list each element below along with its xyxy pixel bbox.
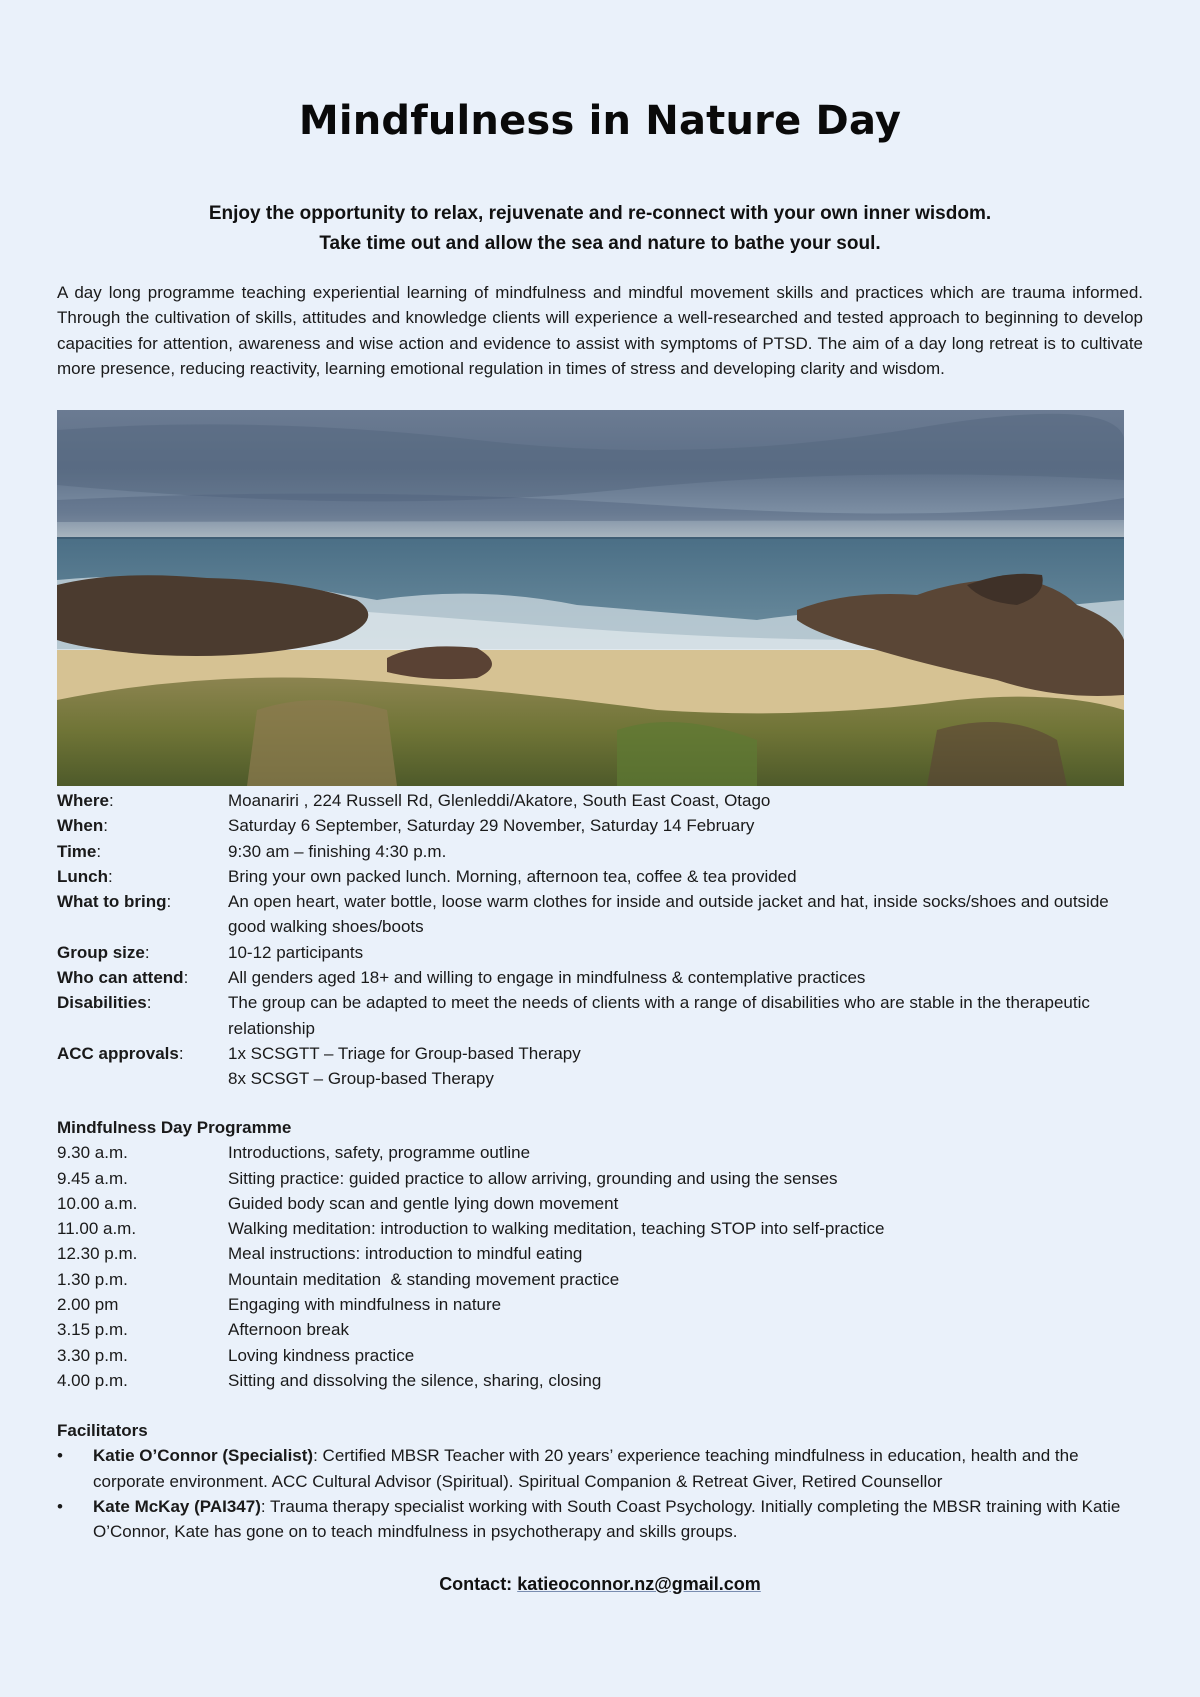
detail-value: 8x SCSGT – Group-based Therapy	[228, 1069, 494, 1089]
intro-paragraph: A day long programme teaching experiential learning of mindfulness and mindful movement skills and practices which are trauma informed. Through the cultivation of skills, attitudes and knowledge clients will experience a well-researched and tested approach to beginning to develop capacities for attention, awareness and wise action and evidence to assist with symptoms of PTSD. The aim of a day long retreat is to cultivate more presence, reducing reactivity, learning emotional regulation in times of stress and developing clarity and wisdom.	[57, 283, 1143, 378]
detail-row-where: Where: Moanariri , 224 Russell Rd, Glenleddi/Akatore, South East Coast, Otago	[57, 788, 1143, 813]
detail-label: ACC approvals	[57, 1043, 179, 1063]
detail-label: What to bring	[57, 892, 167, 912]
detail-value: The group can be adapted to meet the needs of clients with a range of disabilities who are stable in the therapeutic relationship	[228, 993, 1090, 1038]
contact-label: Contact:	[439, 1574, 518, 1594]
programme-time: 3.30 p.m.	[57, 1345, 128, 1365]
programme-time: 10.00 a.m.	[57, 1193, 138, 1213]
programme-item	[57, 1216, 1143, 1241]
detail-row-acc-approvals-cont	[57, 1066, 1143, 1091]
bullet-icon: •	[57, 1446, 63, 1466]
bullet-icon: •	[57, 1496, 63, 1516]
detail-label: Where	[57, 791, 109, 810]
detail-label: Who can attend	[57, 968, 184, 988]
detail-value: Saturday 6 September, Saturday 29 November, Saturday 14 February	[228, 816, 755, 836]
detail-row-disabilities: Disabilities: The group can be adapted to meet the needs of clients with a range of disabilities who are stable in the therapeutic relationship	[57, 990, 1143, 1041]
facilitators-section	[57, 1418, 1143, 1544]
detail-row-group-size: Group size: 10-12 participants	[57, 940, 1143, 965]
programme-time: 9.45 a.m.	[57, 1168, 128, 1188]
coastal-beach-photo	[57, 410, 1124, 786]
page-title: Mindfulness in Nature Day	[298, 98, 902, 144]
facilitators-heading: Facilitators	[57, 1421, 148, 1440]
contact-email-link[interactable]: katieoconnor.nz@gmail.com	[517, 1574, 761, 1594]
tagline-line-1: Enjoy the opportunity to relax, rejuvenate and re-connect with your own inner wisdom.	[208, 203, 992, 224]
programme-item	[57, 1292, 1143, 1317]
tagline-line-2: Take time out and allow the sea and nature to bathe your soul.	[319, 233, 881, 254]
programme-item	[57, 1241, 1143, 1266]
programme-time: 3.15 p.m.	[57, 1320, 128, 1340]
programme-activity: Sitting and dissolving the silence, sharing, closing	[228, 1370, 602, 1390]
programme-activity: Walking meditation: introduction to walking meditation, teaching STOP into self-practice	[228, 1219, 885, 1239]
programme-heading: Mindfulness Day Programme	[57, 1118, 292, 1137]
detail-row-what-to-bring: What to bring: An open heart, water bottle, loose warm clothes for inside and outside jacket and hat, inside socks/shoes and outside good walking shoes/boots	[57, 889, 1143, 940]
detail-value: 1x SCSGTT – Triage for Group-based Therapy	[228, 1043, 581, 1063]
facilitator-bio: : Trauma therapy specialist working with South Coast Psychology. Initially completing the MBSR training with Katie O’Connor, Kate has gone on to teach mindfulness in psychotherapy and skills groups.	[93, 1496, 1121, 1542]
programme-activity: Introductions, safety, programme outline	[228, 1143, 531, 1163]
programme-activity: Engaging with mindfulness in nature	[228, 1295, 502, 1315]
detail-label: Time	[57, 841, 97, 861]
facilitator-name: Katie O’Connor (Specialist)	[93, 1446, 314, 1466]
detail-label: Disabilities	[57, 993, 147, 1013]
programme-time: 12.30 p.m.	[57, 1244, 138, 1264]
programme-item	[57, 1140, 1143, 1165]
detail-label: Lunch	[57, 866, 108, 886]
facilitator-bio: : Certified MBSR Teacher with 20 years’ experience teaching mindfulness in education, health and the corporate environment. ACC Cultural Advisor (Spiritual). Spiritual Companion & Retreat Giver, Retired Counsellor	[93, 1446, 1079, 1491]
facilitator-item	[57, 1494, 1143, 1545]
programme-activity: Sitting practice: guided practice to allow arriving, grounding and using the senses	[228, 1168, 838, 1188]
programme-time: 1.30 p.m.	[57, 1269, 128, 1289]
detail-label: When	[57, 816, 104, 836]
programme-time: 11.00 a.m.	[57, 1219, 137, 1239]
programme-activity: Loving kindness practice	[228, 1345, 415, 1365]
detail-row-lunch: Lunch: Bring your own packed lunch. Morning, afternoon tea, coffee & tea provided	[57, 864, 1143, 889]
beach-image	[57, 410, 1124, 786]
detail-value: Bring your own packed lunch. Morning, afternoon tea, coffee & tea provided	[228, 866, 797, 886]
detail-value: All genders aged 18+ and willing to engage in mindfulness & contemplative practices	[228, 968, 866, 988]
detail-value: Moanariri , 224 Russell Rd, Glenleddi/Akatore, South East Coast, Otago	[228, 791, 771, 810]
programme-item	[57, 1368, 1143, 1393]
programme-section	[57, 1115, 1143, 1393]
facilitator-name: Kate McKay (PAI347)	[93, 1496, 261, 1516]
detail-row-who-can-attend: Who can attend: All genders aged 18+ and willing to engage in mindfulness & contemplative practices	[57, 965, 1143, 990]
detail-row-acc-approvals: ACC approvals: 1x SCSGTT – Triage for Group-based Therapy	[57, 1041, 1143, 1066]
facilitator-item	[57, 1443, 1143, 1494]
programme-activity: Meal instructions: introduction to mindful eating	[228, 1244, 583, 1264]
tagline	[57, 199, 1143, 259]
detail-value: 10-12 participants	[228, 942, 364, 962]
programme-activity: Mountain meditation & standing movement practice	[228, 1269, 620, 1289]
programme-item	[57, 1343, 1143, 1368]
detail-label: Group size	[57, 942, 145, 962]
event-details	[57, 788, 1143, 1092]
detail-row-time: Time: 9:30 am – finishing 4:30 p.m.	[57, 839, 1143, 864]
programme-time: 9.30 a.m.	[57, 1143, 128, 1163]
programme-item	[57, 1191, 1143, 1216]
programme-time: 2.00 pm	[57, 1295, 119, 1315]
contact-line	[57, 1571, 1143, 1597]
detail-value: An open heart, water bottle, loose warm clothes for inside and outside jacket and hat, inside socks/shoes and outside good walking shoes/boots	[228, 892, 1109, 937]
detail-value: 9:30 am – finishing 4:30 p.m.	[228, 841, 447, 861]
programme-item	[57, 1317, 1143, 1342]
programme-item	[57, 1267, 1143, 1292]
programme-time: 4.00 p.m.	[57, 1370, 128, 1390]
programme-item	[57, 1166, 1143, 1191]
programme-activity: Guided body scan and gentle lying down movement	[228, 1193, 619, 1213]
detail-row-when: When: Saturday 6 September, Saturday 29 November, Saturday 14 February	[57, 813, 1143, 838]
programme-activity: Afternoon break	[228, 1320, 349, 1340]
